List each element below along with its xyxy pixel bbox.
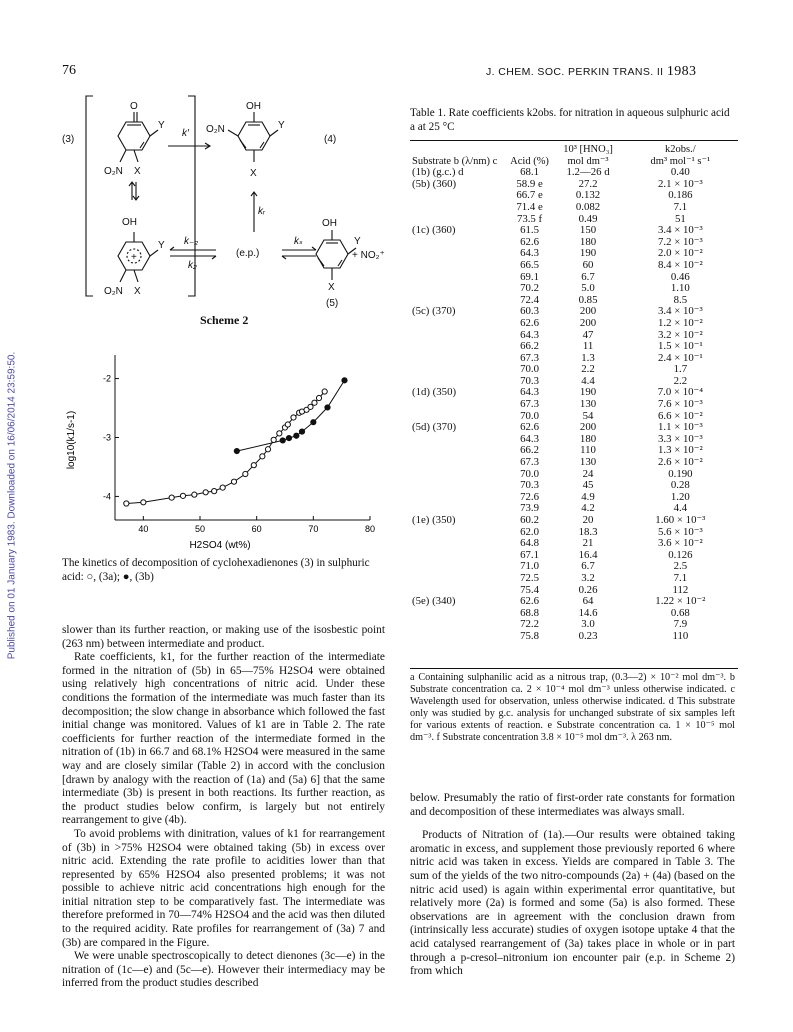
table-cell: (1d) (350) (412, 386, 457, 399)
table-cell: 0.186 (668, 189, 693, 202)
right-column-text (410, 792, 735, 979)
table-cell (410, 527, 504, 539)
table-row (410, 341, 740, 353)
svg-text:OH: OH (322, 218, 337, 229)
table-cell: 180 (579, 235, 597, 248)
table-cell: 70.0 (520, 467, 539, 480)
table-row (410, 515, 740, 527)
label-o: O (130, 101, 138, 112)
table-cell: (1c) (360) (412, 224, 456, 237)
label-3: (3) (62, 134, 75, 145)
table-cell: 62.6 (520, 235, 539, 248)
table-cell: 11 (582, 340, 594, 353)
table-cell: 27.2 (578, 177, 598, 190)
svg-text:kᵣ: kᵣ (258, 206, 265, 217)
table-cell: 62.6 (520, 316, 539, 329)
table-cell (410, 469, 504, 481)
table-cell: 150 (579, 224, 597, 237)
table-cell (410, 573, 504, 585)
table-cell (410, 631, 504, 643)
kinetics-plot (60, 340, 390, 555)
table-cell: 2.5 (673, 560, 688, 573)
table-cell: 7.2 × 10⁻³ (658, 235, 703, 248)
table-cell: 180 (579, 432, 597, 445)
point-3b (280, 438, 285, 443)
hno3-header-unit: mol dm⁻³ (567, 155, 609, 167)
table-cell: 2.4 × 10⁻¹ (658, 351, 703, 364)
table-row (410, 480, 740, 492)
table-cell: (5b) (360) (412, 177, 457, 190)
journal-year: 1983 (666, 64, 697, 79)
table-cell: 45 (582, 479, 594, 492)
table-cell: 190 (579, 386, 597, 399)
table-cell: 62.6 (520, 595, 539, 608)
table-row (410, 561, 740, 573)
table-cell: 60 (582, 258, 594, 271)
table-cell: 1.60 × 10⁻³ (655, 514, 706, 526)
svg-text:O₂N: O₂N (104, 286, 123, 297)
table-footnote: a Containing sulphanilic acid as a nitrous trap, (0.3—2) × 10⁻² mol dm⁻³. b Substrate concentration ca. 2 × 10⁻⁴ mol dm⁻³ unless otherwise indicated. c Wavelength used for observation, unless otherwise indicated. d This substrate only was studied by g.c. analysis for unchanged substrate of six samples left for various extents of reaction. e Substrate concentration ca. 1 × 10⁻⁵ mol dm⁻³. f Substrate concentration 3.8 × 10⁻⁵ mol dm⁻³. λ 263 nm. (410, 672, 735, 743)
table-cell (410, 561, 504, 573)
table-cell (410, 248, 504, 260)
point-3a (277, 431, 282, 436)
table-cell: 70.0 (520, 409, 539, 422)
table-cell: 2.0 × 10⁻² (658, 247, 703, 260)
point-3a (265, 447, 270, 452)
table-cell: 6.7 (581, 560, 595, 573)
table-cell: 4.4 (581, 374, 595, 387)
table-row (410, 399, 740, 411)
table-cell: 60.2 (520, 514, 539, 526)
table-row (410, 283, 740, 295)
table-cell: 3.2 (581, 571, 595, 584)
table-cell (410, 341, 504, 353)
svg-text:(5): (5) (326, 298, 339, 309)
table-cell: 7.6 × 10⁻³ (658, 398, 703, 411)
table-cell: 1.22 × 10⁻² (655, 595, 706, 608)
point-3a (212, 489, 217, 494)
point-3a (243, 471, 248, 476)
substrate-header: Substrate b (λ/nm) c (412, 155, 498, 167)
table-cell: 1.10 (670, 282, 690, 295)
table-cell: 6.6 × 10⁻² (658, 409, 703, 422)
table-cell (410, 202, 504, 214)
table-cell (410, 399, 504, 411)
x-tick-label: 40 (138, 524, 149, 534)
svg-text:Y: Y (354, 236, 361, 247)
table-cell: 75.8 (520, 629, 539, 642)
table-cell: 64 (582, 595, 594, 608)
table-cell: 7.0 × 10⁻⁴ (657, 386, 703, 399)
svg-text:X: X (134, 286, 141, 297)
table-row (410, 364, 740, 376)
x-tick-label: 60 (251, 524, 262, 534)
table-cell: 47 (582, 328, 594, 341)
table-cell: 0.46 (670, 270, 690, 283)
paragraph: To avoid problems with dinitration, values of k1 for rearrangement of (3b) in >75% H2SO4 were obtained taking (5b) in excess over nitric acid. Extending the rate profile to acidities lower than that represented by 65% H2SO4 also presented problems; it was not possible to achieve nitric acid concentrations high enough for the initial nitration step to be comparatively fast. The intermediate was therefore preformed in 70—74% H2SO4 and the acid was then diluted to the required acidity. Rate profiles for rearrangement of (3a) 7 and (3b) are compared in the Figure. (62, 827, 385, 949)
table-cell: 64.3 (520, 247, 539, 260)
table-row (410, 619, 740, 631)
table-row (410, 202, 740, 214)
point-3a (169, 495, 174, 500)
paragraph: below. Presumably the ratio of first-order rate constants for formation and decomposition of these intermediates was always small. (410, 792, 735, 818)
table-cell: 200 (579, 316, 597, 329)
table-cell (410, 550, 504, 562)
paragraph: slower than its further reaction, or making use of the isosbestic point (263 nm) between intermediate and product. (62, 624, 385, 650)
table-cell (410, 608, 504, 620)
point-3a (285, 422, 290, 427)
table-cell: 0.85 (578, 293, 598, 306)
point-3b (234, 448, 239, 453)
scheme-2-diagram (60, 92, 400, 312)
rate-table (410, 144, 740, 643)
scheme-label: Scheme 2 (200, 313, 249, 327)
table-cell (410, 237, 504, 249)
svg-text:OH: OH (122, 217, 137, 228)
svg-text:(e.p.): (e.p.) (236, 248, 260, 259)
point-3b (286, 435, 291, 440)
point-3b (342, 378, 347, 383)
table-cell: 1.7 (673, 363, 688, 376)
point-3b (294, 433, 299, 438)
table-cell: 1.1 × 10⁻³ (658, 421, 703, 434)
plot-curves (126, 380, 344, 503)
svg-text:O₂N: O₂N (206, 124, 225, 135)
journal-name: J. CHEM. SOC. PERKIN TRANS. II (486, 66, 664, 78)
table-row (410, 608, 740, 620)
table-cell: 67.1 (520, 548, 539, 561)
table-cell (410, 283, 504, 295)
table-cell: 7.1 (673, 200, 688, 213)
table-row (410, 318, 740, 330)
journal-header (486, 64, 696, 80)
table-cell: 62.0 (520, 525, 539, 538)
table-row (410, 260, 740, 272)
table-cell: 67.3 (520, 398, 539, 411)
table-cell: 6.7 (581, 270, 595, 283)
table-cell: 72.6 (520, 490, 539, 503)
table-cell: (5e) (340) (412, 595, 456, 608)
table-cell: 0.26 (578, 583, 598, 596)
table-cell: 72.5 (520, 571, 539, 584)
table-row (410, 190, 740, 202)
table-cell: 67.3 (520, 456, 539, 469)
table-cell: 58.9 e (516, 177, 543, 190)
table-cell (410, 538, 504, 550)
table-cell: 7.1 (673, 571, 688, 584)
table-cell: 75.4 (520, 583, 539, 596)
svg-text:X: X (328, 282, 335, 293)
table-cell: 64.3 (520, 432, 539, 445)
table-cell (410, 492, 504, 504)
acid-header: Acid (%) (510, 155, 549, 167)
table-cell: 4.9 (581, 490, 595, 503)
table-row (410, 596, 740, 608)
table-cell (410, 445, 504, 457)
point-3a (291, 415, 296, 420)
table-cell: 61.5 (520, 224, 539, 237)
table-row (410, 492, 740, 504)
point-3a (322, 389, 327, 394)
table-cell: 64.3 (520, 386, 539, 399)
table-row (410, 272, 740, 284)
table-cell: 112 (672, 583, 689, 596)
table-cell: 64.3 (520, 328, 539, 341)
table-cell: 72.4 (520, 293, 539, 306)
page-number: 76 (62, 63, 76, 78)
point-3a (260, 454, 265, 459)
point-3a (180, 493, 185, 498)
table-cell: 67.3 (520, 351, 539, 364)
x-tick-label: 80 (364, 524, 376, 534)
table-cell: 3.6 × 10⁻² (658, 537, 703, 550)
svg-text:+ NO₂⁺: + NO₂⁺ (352, 250, 385, 261)
table-cell: 1.2—26 d (566, 166, 610, 179)
table-cell (410, 318, 504, 330)
table-cell: 51 (674, 212, 686, 225)
table-cell: (1b) (g.c.) d (412, 166, 464, 179)
table-cell: 71.0 (520, 560, 539, 573)
table-cell: 5.0 (581, 282, 595, 295)
table-cell: 68.8 (520, 606, 539, 619)
svg-text:OH: OH (246, 101, 261, 112)
y-tick-label: -3 (102, 432, 111, 443)
table-cell: 66.5 (520, 258, 539, 271)
table-cell: 1.2 × 10⁻² (658, 316, 703, 329)
table-cell: 200 (579, 305, 597, 318)
sidebar-text: Published on 01 January 1983. Downloaded on 16/06/2014 23:59:50. (6, 351, 18, 660)
table-row (410, 573, 740, 585)
x-tick-label: 50 (194, 524, 206, 534)
table-title: Table 1. Rate coefficients k2obs. for nitration in aqueous sulphuric acid a at 25 °C (410, 107, 730, 133)
point-3b (311, 420, 316, 425)
svg-text:kₛ: kₛ (294, 236, 303, 247)
figure-caption: The kinetics of decomposition of cyclohexadienones (3) in sulphuric acid: ○, (3a); ●, (3b) (62, 557, 370, 583)
table-cell: 18.3 (578, 525, 598, 538)
table-cell: 110 (672, 629, 689, 642)
table-cell: 64.8 (520, 537, 539, 550)
point-3a (312, 400, 317, 405)
table-cell: 24 (582, 467, 594, 480)
table-cell: 62.6 (520, 421, 539, 434)
table-cell (410, 480, 504, 492)
table-cell: 200 (579, 421, 597, 434)
table-row (410, 225, 740, 237)
table-cell: 0.190 (668, 467, 693, 480)
x-tick-label: 70 (308, 524, 319, 534)
table-cell: (1e) (350) (412, 514, 456, 526)
point-3a (203, 490, 208, 495)
table-cell: 68.1 (520, 166, 539, 179)
table-cell: 70.0 (520, 363, 539, 376)
table-cell: 0.132 (575, 189, 601, 202)
y-tick-label: -4 (102, 491, 111, 502)
point-3a (141, 500, 146, 505)
paragraph: Products of Nitration of (1a).—Our results were obtained taking aromatic in excess, and supplement those previously reported 6 where nitric acid was taken in excess. Yields are compared in Table 3. The sum of the yields of the two nitro-compounds (2a) + (4a) (based on the nitric acid used) is again within experimental error quantitative, but relatively more (2a) is formed and some (5a) is also formed. These observations are in agreement with the conclusion drawn from (intrinsically less accurate) studies of oxygen isotope uptake 4 that the acid catalysed rearrangement of (3a) takes place in whole or in part through a p-cresol–nitronium ion encounter pair (e.p. in Scheme 2) from which (410, 829, 735, 978)
table-cell: 71.4 e (516, 200, 543, 213)
table-cell: 0.40 (670, 166, 690, 179)
k-header-unit: dm³ mol⁻¹ s⁻¹ (650, 155, 711, 167)
table-cell (410, 353, 504, 365)
table-cell: 20 (582, 514, 594, 526)
table-row (410, 469, 740, 481)
table-cell: 21 (582, 537, 594, 550)
point-3a (124, 501, 129, 506)
table-cell (410, 330, 504, 342)
table-cell: 70.2 (520, 282, 539, 295)
table-cell: (5d) (370) (412, 421, 457, 434)
table-cell: 3.4 × 10⁻³ (658, 224, 703, 237)
table-cell: 4.2 (581, 502, 595, 515)
table-cell: 2.1 × 10⁻³ (658, 177, 703, 190)
table-cell: 190 (579, 247, 597, 260)
table-cell: 2.2 (581, 363, 595, 376)
plot-points (124, 378, 347, 506)
plot-axes (103, 355, 375, 534)
x-axis-label: H2SO4 (wt%) (189, 540, 251, 551)
table-cell: 2.2 (673, 374, 688, 387)
table-cell: 2.6 × 10⁻² (658, 456, 703, 469)
table-cell: 3.0 (581, 618, 595, 631)
point-3a (231, 479, 236, 484)
table-cell: 110 (580, 444, 596, 457)
download-sidebar (2, 300, 16, 720)
table-cell: 3.4 × 10⁻³ (658, 305, 703, 318)
table-cell: 130 (579, 456, 597, 469)
table-cell: 73.9 (520, 502, 539, 515)
table-cell: 0.126 (668, 548, 693, 561)
table-cell: 8.5 (673, 293, 688, 306)
point-3b (325, 405, 330, 410)
table-row (410, 457, 740, 469)
table-cell: 0.28 (670, 479, 690, 492)
table-cell (410, 272, 504, 284)
table-cell: 0.68 (670, 606, 690, 619)
table-cell: 4.4 (673, 502, 688, 515)
table-cell: 130 (579, 398, 597, 411)
table-cell: 1.20 (670, 490, 690, 503)
table-row (410, 353, 740, 365)
left-column-text (62, 624, 385, 991)
svg-text:X: X (250, 168, 257, 179)
table-cell: 8.4 × 10⁻² (658, 258, 703, 271)
table-cell: 66.2 (520, 444, 539, 457)
table-cell: 60.3 (520, 305, 539, 318)
point-3a (220, 485, 225, 490)
table-cell: 69.1 (520, 270, 539, 283)
point-3a (192, 492, 197, 497)
table-cell (410, 434, 504, 446)
table-bottom-rule (410, 668, 738, 669)
point-3a (271, 437, 276, 442)
table-cell (410, 619, 504, 631)
table-cell (410, 190, 504, 202)
svg-text:Y: Y (158, 240, 165, 251)
svg-text:X: X (134, 166, 141, 177)
table-cell: 72.2 (520, 618, 539, 631)
table-cell: 73.5 f (516, 212, 543, 225)
table-cell: 0.082 (575, 200, 601, 213)
table-row (410, 631, 740, 643)
y-axis-label: log10(k1/s-1) (66, 410, 77, 470)
svg-text:O₂N: O₂N (104, 166, 123, 177)
table-cell (410, 457, 504, 469)
table-cell: 5.6 × 10⁻³ (658, 525, 703, 538)
svg-text:k₋₂: k₋₂ (184, 236, 199, 247)
svg-text:k′: k′ (182, 128, 189, 139)
table-top-rule (410, 140, 738, 141)
paragraph: We were unable spectroscopically to detect dienones (3c—e) in the nitration of (1c—e) and (5c—e). However their intermediacy may be inferred from the product studies described (62, 950, 385, 990)
table-cell: 14.6 (578, 606, 598, 619)
paragraph: Rate coefficients, k1, for the further reaction of the intermediate formed in the nitration of (5b) in 65—75% H2SO4 were obtained using relatively high concentrations of nitric acid. Under these conditions the formation of the intermediate was much faster than its decomposition; the slow change in absorbance which followed the fast initial change was monitored. Values of k1 are in Table 2. The rate coefficients for further reaction of the intermediate formed in the nitration of (1b) in 66.7 and 68.1% H2SO4 were measured in the same way and are closely similar (Table 2) in accord with the conclusion [drawn by analogy with the reaction of (1a) and (5a) 6] that the same intermediate (3b) is present in both reactions. Its further reaction, as the product studies below confirm, is largely but not entirely rearrangement to give (4b). (62, 651, 385, 827)
table-row (410, 550, 740, 562)
k-header-top: k2obs./ (665, 144, 696, 155)
table-cell: 16.4 (578, 548, 598, 561)
table-cell: 3.2 × 10⁻² (658, 328, 703, 341)
y-tick-label: -2 (102, 373, 111, 384)
point-3a (316, 395, 321, 400)
table-cell: 0.23 (578, 629, 598, 642)
svg-text:+: + (131, 252, 137, 263)
table-cell: 54 (582, 409, 594, 422)
table-cell: 7.9 (673, 618, 688, 631)
table-cell: 1.3 (581, 351, 595, 364)
hno3-header-top: 10³ [HNO₃] (563, 144, 613, 155)
table-cell (410, 260, 504, 272)
table-cell: 1.3 × 10⁻² (658, 444, 703, 457)
point-3b (299, 429, 304, 434)
table-cell: (5c) (370) (412, 305, 456, 318)
svg-text:Y: Y (278, 120, 285, 131)
table-cell: 66.2 (520, 340, 539, 353)
table-cell: 0.49 (578, 212, 598, 225)
point-3a (251, 463, 256, 468)
table-cell (410, 364, 504, 376)
table-cell: 3.3 × 10⁻³ (658, 432, 703, 445)
svg-text:k₂: k₂ (188, 260, 197, 271)
point-3a (308, 404, 313, 409)
table-cell: 70.3 (520, 374, 539, 387)
svg-text:Y: Y (158, 120, 165, 131)
table-cell: 66.7 e (516, 189, 543, 202)
table-cell: 70.3 (520, 479, 539, 492)
svg-text:(4): (4) (324, 134, 337, 145)
table-cell: 1.5 × 10⁻¹ (658, 340, 703, 353)
